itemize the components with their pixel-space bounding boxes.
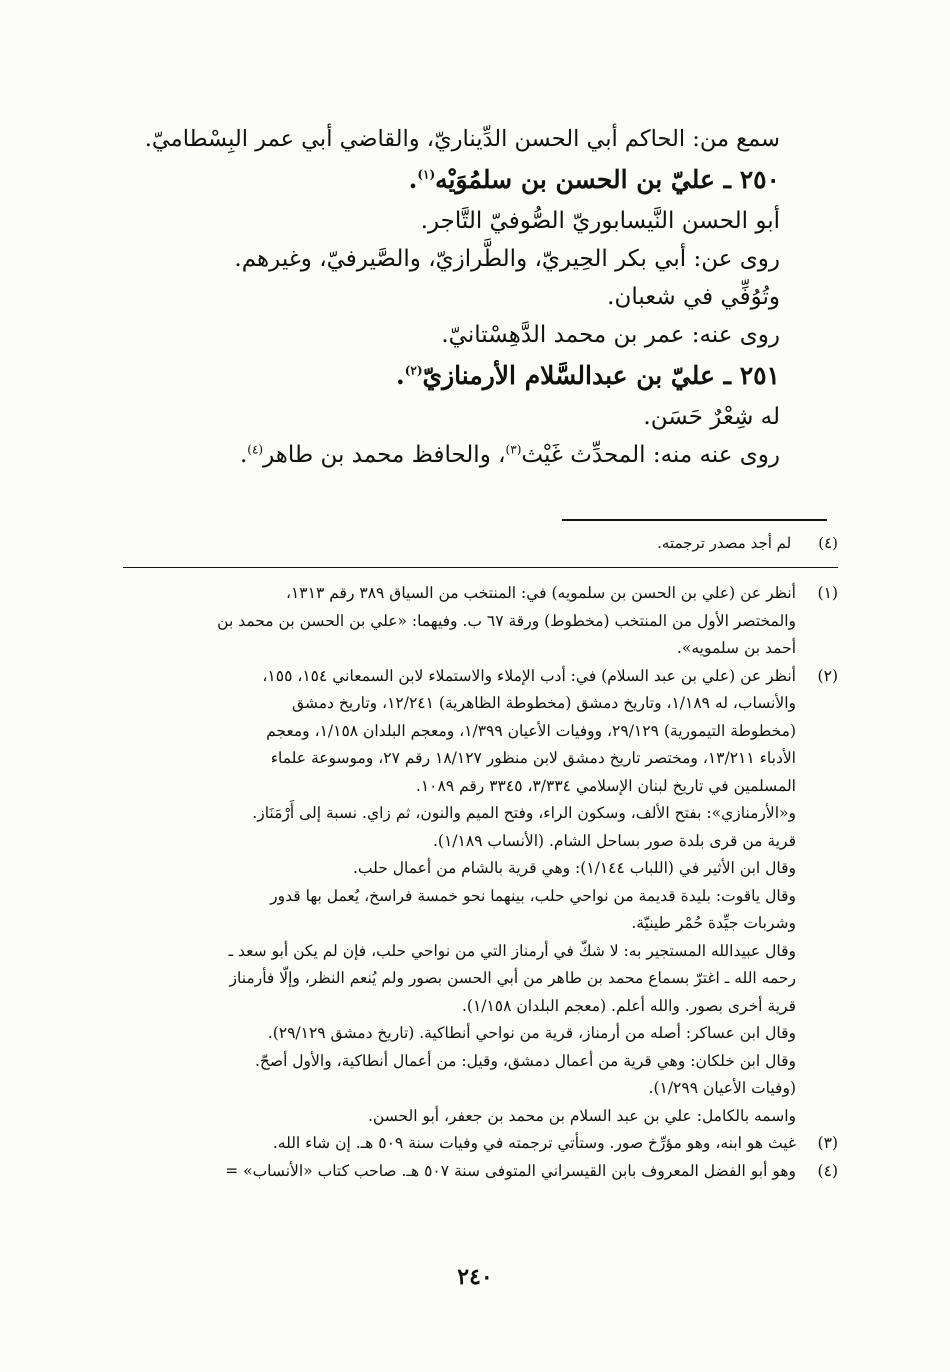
footnote-separator bbox=[562, 519, 827, 521]
footnote-line: أنظر عن (علي بن الحسن بن سلمويه) في: المنتخب من السياق ٣٨٩ رقم ١٣١٣، bbox=[285, 584, 796, 602]
footnote-line: وقال ابن الأثير في (اللباب ١/١٤٤): وهي قرية بالشام من أعمال حلب. bbox=[352, 859, 796, 877]
footnote-line: وقال ياقوت: بليدة قديمة من نواحي حلب، بينهما نحو خمسة فراسخ، يُعمل بها قدور bbox=[270, 886, 796, 905]
footnote-line: واسمه بالكامل: علي بن عبد السلام بن محمد بن جعفر، أبو الحسن. bbox=[367, 1106, 796, 1125]
footnote-number: (١) bbox=[817, 584, 838, 602]
footnote-line: أنظر عن (علي بن عبد السلام) في: أدب الإملاء والاستملاء لابن السمعاني ١٥٤، ١٥٥، bbox=[262, 666, 796, 685]
text-line: وتُوُفِّي في شعبان. bbox=[607, 284, 780, 310]
footnote-ref[interactable]: (٤) bbox=[247, 442, 264, 457]
footnote-line: والمختصر الأول من المنتخب (مخطوط) ورقة ٦٧ ب. وفيهما: «علي بن الحسن بن محمد بن bbox=[217, 611, 796, 630]
text-line: روى عنه منه: المحدِّث غَيْث$^{(٣)}$، والحافظ محمد بن طاهر$^{(٤)}$. bbox=[239, 442, 780, 468]
footnote-number: (٢) bbox=[817, 666, 838, 685]
continued-footnote bbox=[138, 534, 838, 552]
entry-title-251: ٢٥١ ـ عليّ بن عبدالسَّلام الأرمنازيّ$^{(٢)}$. bbox=[395, 361, 780, 390]
text-line: روى عنه: عمر بن محمد الدَّهِسْتانيّ. bbox=[441, 322, 780, 348]
footnote-line: وهو أبو الفضل المعروف بابن القيسراني المتوفى سنة ٥٠٧ هـ. صاحب كتاب «الأنساب» = bbox=[225, 1161, 796, 1180]
footnote-ref[interactable]: (٢) bbox=[404, 363, 423, 378]
footnote-text: لم أجد مصدر ترجمته. bbox=[657, 534, 792, 552]
footnote-line: غيث هو ابنه، وهو مؤرِّخ صور. وستأتي ترجمته في وفيات سنة ٥٠٩ هـ. إن شاء الله. bbox=[272, 1134, 796, 1152]
footnote-line: رحمه الله ـ اغترّ بسماع محمد بن طاهر من أبي الحسن بصور ولم يُنعم النظر، وإلّا فأرمناز bbox=[229, 969, 796, 987]
main-text bbox=[140, 120, 780, 474]
text-line: سمع من: الحاكم أبي الحسن الدِّيناريّ، والقاضي أبي عمر البِسْطاميّ. bbox=[144, 126, 780, 152]
footnote-line: والأنساب، له ١/١٨٩، وتاريخ دمشق (مخطوطة الظاهرية) ١٢/٢٤١، وتاريخ دمشق bbox=[291, 694, 796, 712]
footnote-number: (٤) bbox=[817, 1161, 838, 1180]
footnote-line: وشربات جيِّدة حُمْر طينيّة. bbox=[631, 914, 796, 932]
footnote-line: وقال ابن خلكان: وهي قرية من أعمال دمشق، وقيل: من أعمال أنطاكية، والأول أصحّ. bbox=[254, 1051, 796, 1070]
entry-title-250: ٢٥٠ ـ عليّ بن الحسن بن سلمُوَيْه$^{(١)}$. bbox=[408, 165, 780, 194]
footnote-line: الأدباء ١٣/٢١١، ومختصر تاريخ دمشق لابن منظور ١٨/١٢٧ رقم ٢٧، وموسوعة علماء bbox=[270, 749, 796, 767]
footnote-line: وقال عبيدالله المستجير به: لا شكّ في أرمناز التي من نواحي حلب، فإن لم يكن أبو سعد ـ bbox=[228, 941, 796, 960]
footnote-line: (مخطوطة التيمورية) ٢٩/١٢٩، ووفيات الأعيان ١/٣٩٩، ومعجم البلدان ١/١٥٨، ومعجم bbox=[266, 721, 796, 740]
text-line: روى عن: أبي بكر الحِيريّ، والطَّرازيّ، والصَّيرفيّ، وغيرهم. bbox=[234, 246, 780, 272]
text-line: أبو الحسن النَّيسابوريّ الصُّوفيّ التَّاجر. bbox=[420, 208, 780, 234]
footnote bbox=[118, 1130, 838, 1158]
footnote-ref[interactable]: (١) bbox=[417, 167, 436, 182]
footnote-line: المسلمين في تاريخ لبنان الإسلامي ٣/٣٣٤، ٣٣٤٥ رقم ١٠٨٩. bbox=[415, 776, 796, 795]
footnote-line: و«الأرمنازي»: بفتح الألف، وسكون الراء، وفتح الميم والنون، ثم زاي. نسبة إلى أَرْمَنَاز. bbox=[252, 804, 796, 822]
footnote bbox=[118, 663, 838, 1131]
footnotes bbox=[118, 580, 838, 1185]
footnote-line: أحمد بن سلمويه». bbox=[676, 639, 796, 657]
footnote bbox=[118, 580, 838, 663]
footnote bbox=[118, 1158, 838, 1186]
footnote-line: وقال ابن عساكر: أصله من أرمناز، قرية من نواحي أنطاكية. (تاريخ دمشق ٢٩/١٢٩). bbox=[267, 1024, 796, 1042]
page-number: ٢٤٠ bbox=[457, 1264, 493, 1290]
footnote-line: قرية من قرى بلدة صور بساحل الشام. (الأنساب ١/١٨٩). bbox=[432, 831, 796, 850]
footnote-line: قرية أخرى بصور. والله أعلم. (معجم البلدان ١/١٥٨). bbox=[461, 996, 796, 1015]
footnote-ref[interactable]: (٣) bbox=[505, 442, 522, 457]
footnote-line: (وفيات الأعيان ١/٢٩٩). bbox=[648, 1079, 796, 1097]
footnote-rule bbox=[123, 567, 838, 568]
footnote-number: (٣) bbox=[817, 1134, 838, 1152]
text-line: له شِعْرٌ حَسَن. bbox=[643, 404, 780, 430]
footnote-number: (٤) bbox=[818, 534, 838, 552]
